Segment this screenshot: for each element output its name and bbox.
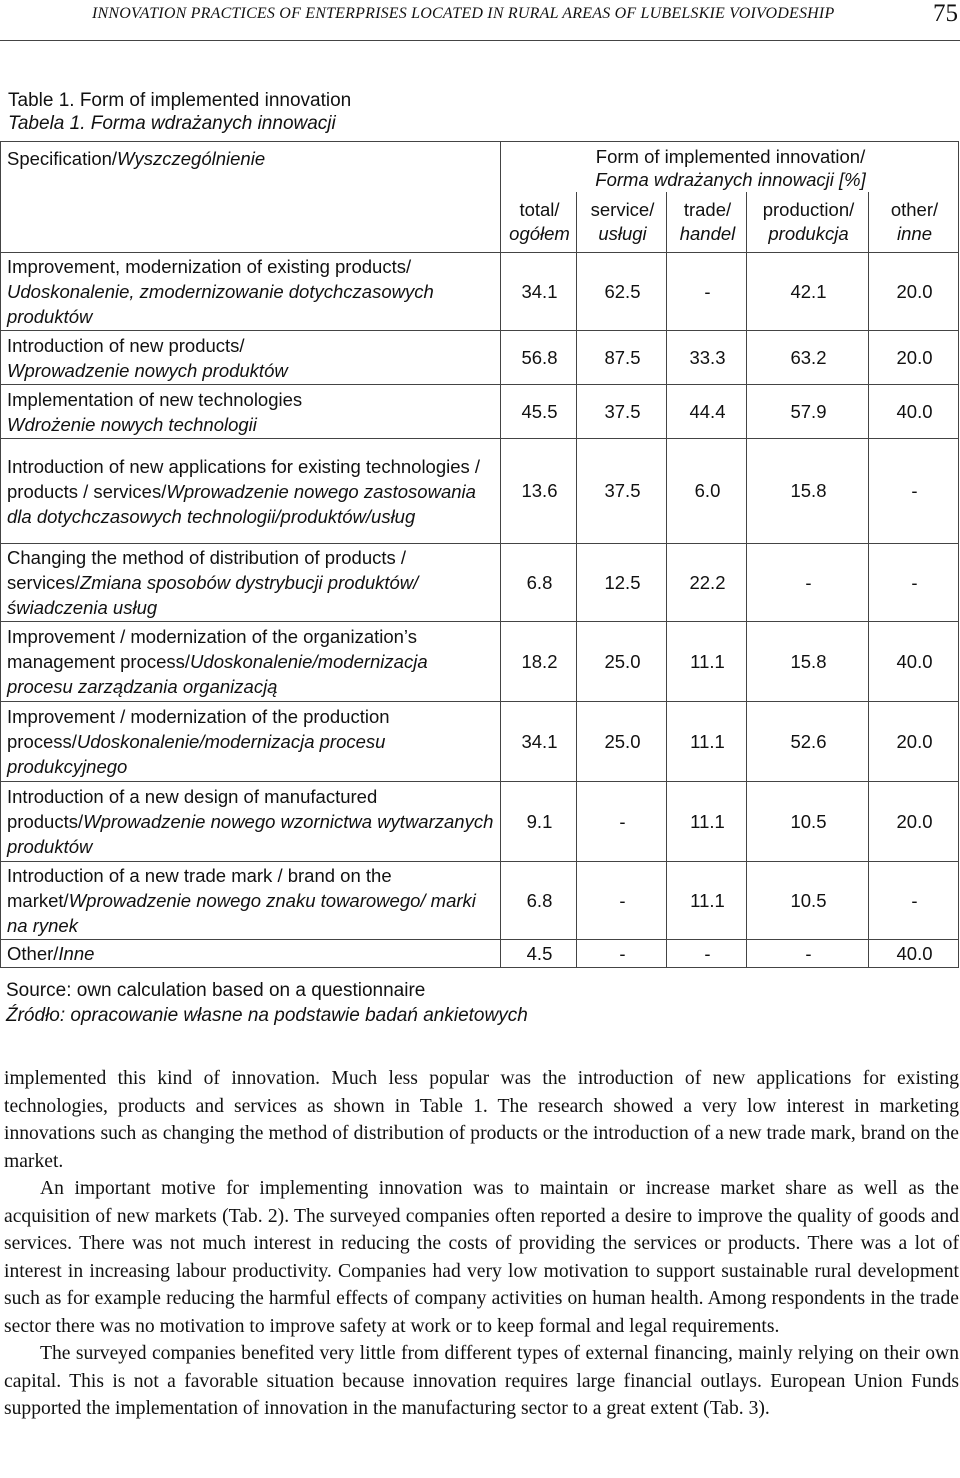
cell-other: 40.0 [869,940,959,968]
cell-other: 40.0 [869,622,959,702]
row-label: Improvement / modernization of the production process/Udoskonalenie/modernizacja procesu produkcyjnego [1,702,501,782]
cell-total: 56.8 [501,331,577,385]
column-header-production: production/ produkcja [747,192,869,253]
cell-service: 25.0 [577,702,667,782]
cell-other: 20.0 [869,782,959,862]
cell-service: 12.5 [577,544,667,622]
cell-total: 45.5 [501,385,577,439]
row-label: Introduction of a new design of manufactured products/Wprowadzenie nowego wzornictwa wytwarzanych produktów [1,782,501,862]
cell-production: - [747,940,869,968]
source-en: Source: own calculation based on a questionnaire [6,980,426,1001]
row-label: Implementation of new technologies Wdrożenie nowych technologii [1,385,501,439]
cell-total: 34.1 [501,253,577,331]
paragraph: The surveyed companies benefited very little from different types of external financing, mainly relying on their own capital. This is not a favorable situation because innovation requires large financial outlays. European Union Funds supported the implementation of innovation in the manufacturing sector to a great extent (Tab. 3). [4,1343,959,1419]
cell-service: 37.5 [577,385,667,439]
row-label: Introduction of a new trade mark / brand on the market/Wprowadzenie nowego znaku towarowego/ marki na rynek [1,862,501,940]
table-row [1,385,959,439]
page-number: 75 [933,0,958,27]
column-header-other: other/ inne [869,192,959,253]
cell-production: 42.1 [747,253,869,331]
spec-header-en: Specification/ [7,148,118,169]
column-header-total: total/ ogółem [501,192,577,253]
table-row [1,940,959,968]
cell-total: 34.1 [501,702,577,782]
cell-service: 25.0 [577,622,667,702]
table-row [1,782,959,862]
table-row [1,702,959,782]
column-header-trade: trade/ handel [667,192,747,253]
cell-total: 6.8 [501,544,577,622]
cell-production: 57.9 [747,385,869,439]
spec-column-header [1,142,501,253]
cell-production: 10.5 [747,862,869,940]
cell-service: - [577,862,667,940]
table-row [1,622,959,702]
body-text [4,1065,959,1423]
cell-total: 6.8 [501,862,577,940]
row-label: Introduction of new products/ Wprowadzenie nowych produktów [1,331,501,385]
row-label: Changing the method of distribution of products / services/Zmiana sposobów dystrybucji produktów/ świadczenia usług [1,544,501,622]
running-title: INNOVATION PRACTICES OF ENTERPRISES LOCATED IN RURAL AREAS OF LUBELSKIE VOIVODESHIP [92,5,835,22]
source-pl: Źródło: opracowanie własne na podstawie badań ankietowych [6,1005,528,1026]
cell-trade: 6.0 [667,439,747,544]
row-label: Improvement / modernization of the organization’s management process/Udoskonalenie/modernizacja procesu zarządzania organizacją [1,622,501,702]
cell-service: - [577,782,667,862]
cell-production: 10.5 [747,782,869,862]
cell-service: - [577,940,667,968]
cell-production: 63.2 [747,331,869,385]
cell-total: 18.2 [501,622,577,702]
cell-total: 9.1 [501,782,577,862]
cell-trade: 11.1 [667,862,747,940]
cell-trade: 11.1 [667,782,747,862]
row-label: Improvement, modernization of existing products/ Udoskonalenie, zmodernizowanie dotychczasowych produktów [1,253,501,331]
cell-trade: - [667,940,747,968]
cell-other: - [869,544,959,622]
spec-header-pl: Wyszczególnienie [117,148,266,169]
table-row [1,544,959,622]
cell-trade: 22.2 [667,544,747,622]
cell-trade: 11.1 [667,622,747,702]
table-row [1,253,959,331]
cell-trade: 33.3 [667,331,747,385]
cell-production: 15.8 [747,622,869,702]
row-label: Introduction of new applications for existing technologies / products / services/Wprowadzenie nowego zastosowania dla dotychczasowych technologii/produktów/usług [1,439,501,544]
cell-other: - [869,439,959,544]
cell-service: 37.5 [577,439,667,544]
table-row [1,439,959,544]
cell-production: 15.8 [747,439,869,544]
cell-trade: 44.4 [667,385,747,439]
table-row [1,862,959,940]
cell-other: - [869,862,959,940]
cell-total: 4.5 [501,940,577,968]
cell-service: 62.5 [577,253,667,331]
cell-total: 13.6 [501,439,577,544]
paragraph: implemented this kind of innovation. Much less popular was the introduction of new applications for existing technologies, products and services as shown in Table 1. The research showed a very low interest in marketing innovations such as changing the method of distribution of products or the introduction of a new trade mark, brand on the market. [4,1068,959,1172]
running-header [0,0,960,41]
cell-other: 40.0 [869,385,959,439]
cell-production: - [747,544,869,622]
group-header-en: Form of implemented innovation/ [595,146,866,168]
innovation-table [0,141,960,968]
table-source [6,978,528,1028]
cell-other: 20.0 [869,331,959,385]
cell-other: 20.0 [869,702,959,782]
column-header-service: service/ usługi [577,192,667,253]
cell-service: 87.5 [577,331,667,385]
row-label: Other/Inne [1,940,501,968]
cell-trade: - [667,253,747,331]
paragraph: An important motive for implementing innovation was to maintain or increase market share as well as the acquisition of new markets (Tab. 2). The surveyed companies often reported a desire to improve the quality of goods and services. There was not much interest in reducing the costs of providing the services or products. There was a lot of interest in increasing labour productivity. Companies had very low motivation to support sustainable rural development such as for example reducing the harmful effects of company activities on human health. Among respondents in the trade sector there was no motivation to improve safety at work or to keep formal and legal requirements. [4,1178,959,1337]
cell-production: 52.6 [747,702,869,782]
cell-trade: 11.1 [667,702,747,782]
group-header [501,142,959,192]
table-row [1,331,959,385]
table-caption-pl: Tabela 1. Forma wdrażanych innowacji [8,113,336,134]
group-header-pl: Forma wdrażanych innowacji [%] [595,169,866,191]
table-caption-en: Table 1. Form of implemented innovation [8,90,352,111]
cell-other: 20.0 [869,253,959,331]
